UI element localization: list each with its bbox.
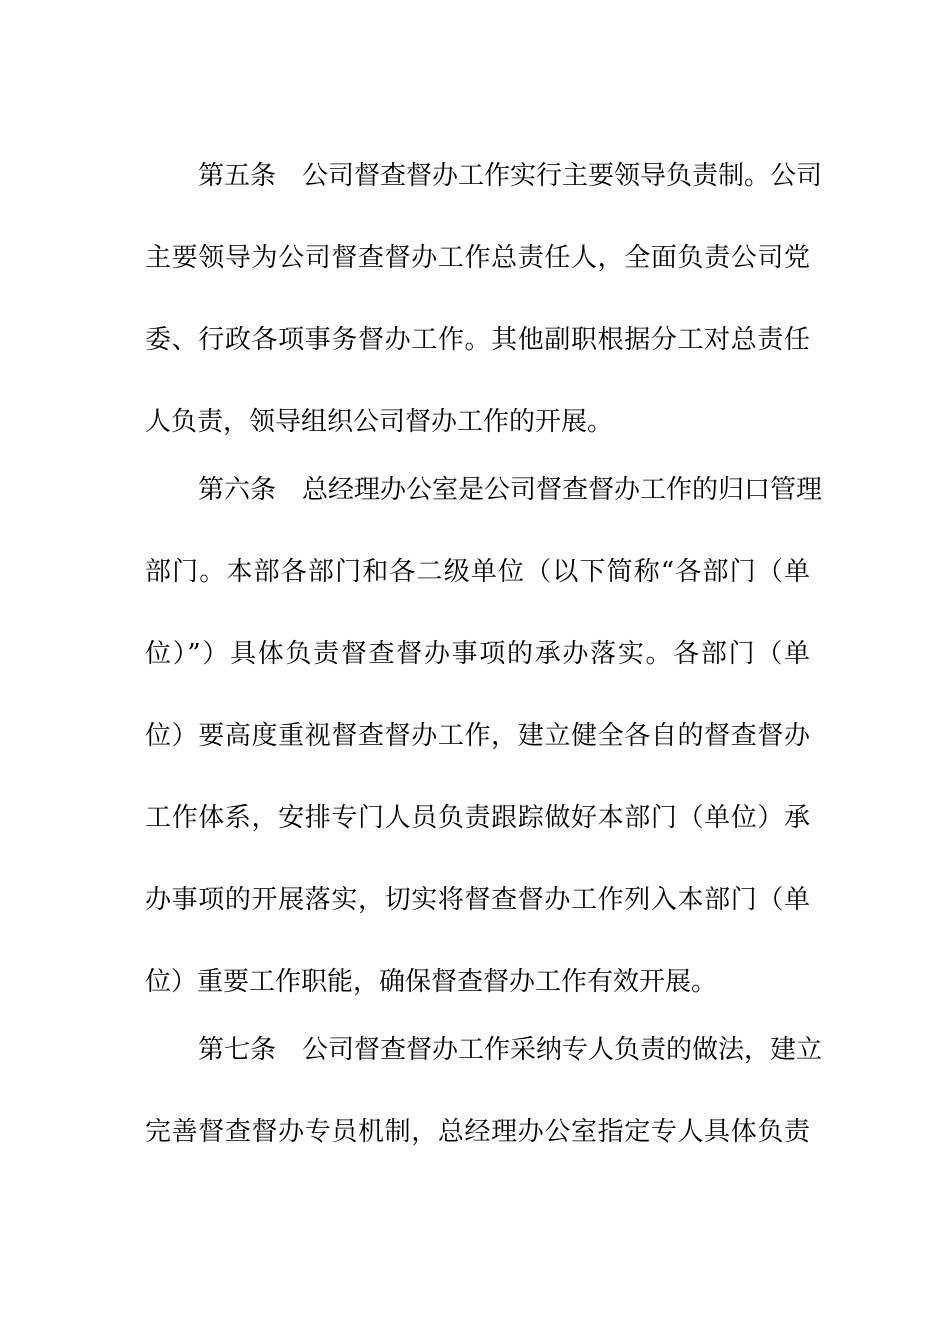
article-5-line-2: 主要领导为公司督查督办工作总责任人，全面负责公司党	[145, 243, 810, 273]
article-6-line-1: 第六条 总经理办公室是公司督查督办工作的归口管理	[198, 475, 823, 505]
article-7-line-1: 第七条 公司督查督办工作采纳专人负责的做法，建立	[198, 1035, 823, 1065]
article-6-line-5: 工作体系，安排专门人员负责跟踪做好本部门（单位）承	[145, 803, 810, 833]
article-5-line-4: 人负责，领导组织公司督办工作的开展。	[145, 407, 614, 437]
article-6-line-2: 部门。本部各部门和各二级单位（以下简称“各部门（单	[145, 557, 810, 587]
article-6-line-3: 位）”）具体负责督查督办事项的承办落实。各部门（单	[145, 639, 810, 669]
article-5-line-1: 第五条 公司督查督办工作实行主要领导负责制。公司	[198, 161, 823, 191]
article-5-line-3: 委、行政各项事务督办工作。其他副职根据分工对总责任	[145, 325, 810, 355]
article-6-line-6: 办事项的开展落实，切实将督查督办工作列入本部门（单	[145, 885, 810, 915]
article-6-line-4: 位）要高度重视督查督办工作，建立健全各自的督查督办	[145, 721, 810, 751]
article-6-line-7: 位）重要工作职能，确保督查督办工作有效开展。	[145, 967, 718, 997]
article-7-line-2: 完善督查督办专员机制，总经理办公室指定专人具体负责	[145, 1117, 810, 1147]
